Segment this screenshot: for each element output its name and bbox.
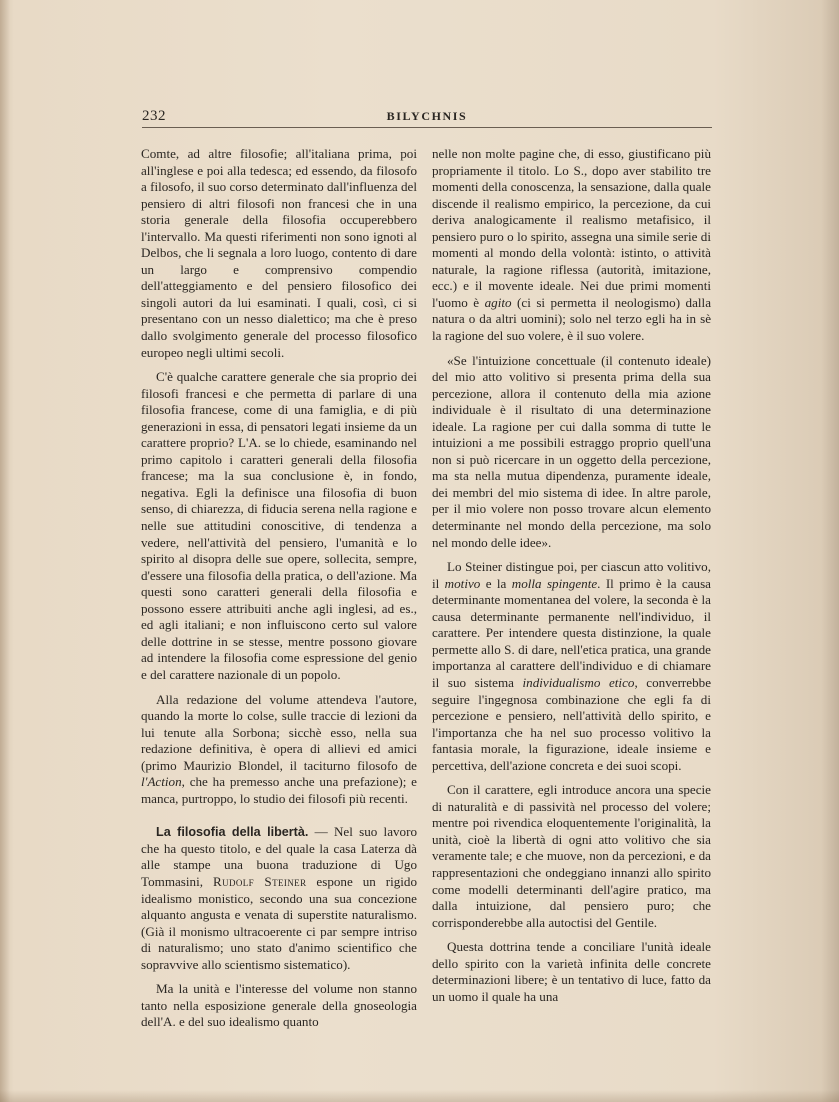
page-bottom-shadow [0,1090,839,1102]
paragraph: C'è qualche carattere generale che sia proprio dei filosofi francesi e che permetta di parlare di una filosofia francese, come di una famiglia, e di più generazioni in essa, di pensatori legati insieme da un carattere proprio? L'A. se lo chiede, esaminando nel primo capitolo i caratteri generali della filosofia francese; ma la sua conclusione è, in fondo, negativa. Egli la definisce una filosofia di buon senso, di chiarezza, di fiducia serena nella ragione e nelle sue attitudini conoscitive, di tendenza a vedere, nell'attività del pensiero, l'umanità e lo spirito al disopra delle sue opere, sollecita, sempre, d'essere una filosofia della pratica, o dell'azione. Ma questi sono caratteri generali della filosofia e possono essere attribuiti anche agli inglesi, ad es., ed agli italiani; e non influiscono certo sul valore delle dottrine in se stesse, mentre possono giovare ad intendere la filosofia come espressione del genio e del carattere nazionale di un popolo. [141,369,417,682]
paragraph: Con il carattere, egli introduce ancora una specie di naturalità e di passività nel processo del volere; mentre poi rivendica eloquentemente l'originalità, la unità, cioè la libertà di ogni atto volitivo che sia veramente tale; e che muove, non da percezioni, e da rappresentazioni che ondeggiano innanzi allo spirito come modelli determinanti dell'agire pratico, ma dalla intuizione, dal pensiero puro; che corrisponderebbe alla autoctisi del Gentile. [432,782,711,930]
paragraph: Comte, ad altre filosofie; all'italiana prima, poi all'inglese e poi alla tedesca; ed essendo, da filosofo a filosofo, il suo corso determinato dall'influenza del pensiero di altri filosofi non francesi che in una storia generale della filosofia occuperebbero l'intervallo. Ma questi riferimenti non sono ignoti al Delbos, che li segnala a loro luogo, contento di dare un largo e comprensivo compendio dell'atteggiamento e del pensiero filosofico dei singoli autori da lui esaminati. I quali, così, ci si presentano con un nesso dialettico; ma che è preso dallo svolgimento generale del processo filosofico europeo negli ultimi secoli. [141,146,417,360]
running-title: BILYCHNIS [386,109,468,123]
page-left-shadow [0,0,10,1102]
right-column [432,146,711,1005]
paragraph: Lo Steiner distingue poi, per ciascun atto volitivo, il motivo e la molla spingente. Il primo è la causa determinante momentanea del volere, la seconda è la causa determinante permanente nell'individuo, il carattere. Per intendere questa distinzione, la quale permette allo S. di dare, nell'etica pratica, una grande importanza al carattere dell'individuo e di chiamare il suo sistema individualismo etico, converrebbe seguire l'ingegnosa combinazione che egli fa di percezione e pensiero, nell'attività dello spirito, e l'importanza che ha nel suo processo volitivo la fantasia morale, la figurazione, ideale insieme e percettiva, dell'azione concreta e dei suoi scopi. [432,559,712,773]
section-heading: La filosofia della libertà. [156,825,309,840]
page-right-shadow [821,0,839,1102]
paragraph: nelle non molte pagine che, di esso, giustificano più propriamente il titolo. Lo S., dopo aver stabilito tre momenti della conoscenza, la sensazione, dalla quale discende il realismo empirico, la percezione, da cui deriva analogicamente il realismo metafisico, il pensiero puro o lo spirito, assegna una simile serie di momenti al mondo della volontà: istinto, o attività naturale, la ragione riflessa (autorità, imitazione, ecc.) e il movente ideale. Nei due primi momenti l'uomo è agito (ci si permetta il neologismo) dalla natura o da altri uomini); solo nel terzo egli ha in sè la ragione del suo volere, è il suo volere. [432,146,712,344]
header-rule [142,127,712,128]
review-paragraph: La filosofia della libertà. — Nel suo lavoro che ha questo titolo, e del quale la casa Laterza dà alle stampe una buona traduzione di Ugo Tommasini, Rudolf Steiner espone un rigido idealismo monistico, secondo una sua concezione alquanto angusta e venata di superstite naturalismo. (Già il monismo ultracoerente ci par sempre intriso di naturalismo; uno stato d'animo scientifico che sopravvive allo scientismo sistematico). [141,824,418,972]
left-column [141,146,417,1031]
author-name: Rudolf Steiner [212,873,307,889]
italic-title: l'Action [141,774,182,790]
paragraph: Questa dottrina tende a conciliare l'unità ideale dello spirito con la varietà infinita delle concrete determinazioni libere; è un tentativo di luce, fatto da un uomo il quale ha una [432,939,711,1004]
quotation-paragraph: «Se l'intuizione concettuale (il contenuto ideale) del mio atto volitivo si presenta prima della sua percezione, allora il contenuto della mia azione individuale è il risultato di una determinazione ideale. La ragione per cui dalla somma di tutte le intuizioni a me possibili estraggo proprio quell'una non si può ricercare in un oggetto della percezione, ma sta nella mutua dipendenza, puramente ideale, dei membri del mio sistema di idee. In altre parole, per il mio volere non posso trovare alcun elemento determinante nel mondo della percezione, ma solo nel mondo delle idee». [432,352,711,550]
paragraph: Alla redazione del volume attendeva l'autore, quando la morte lo colse, sulle traccie di lezioni da lui tenute alla Sorbona; sicchè esso, nella sua redazione definitiva, è opera di allievi ed amici (primo Maurizio Blondel, il taciturno filosofo de l'Action, che ha premesso anche una prefazione); e manca, purtroppo, lo studio dei filosofi più recenti. [141,691,417,806]
page-number: 232 [142,108,166,124]
paragraph: Ma la unità e l'interesse del volume non stanno tanto nella esposizione generale della gnoseologia dell'A. e del suo idealismo quanto [141,981,417,1030]
